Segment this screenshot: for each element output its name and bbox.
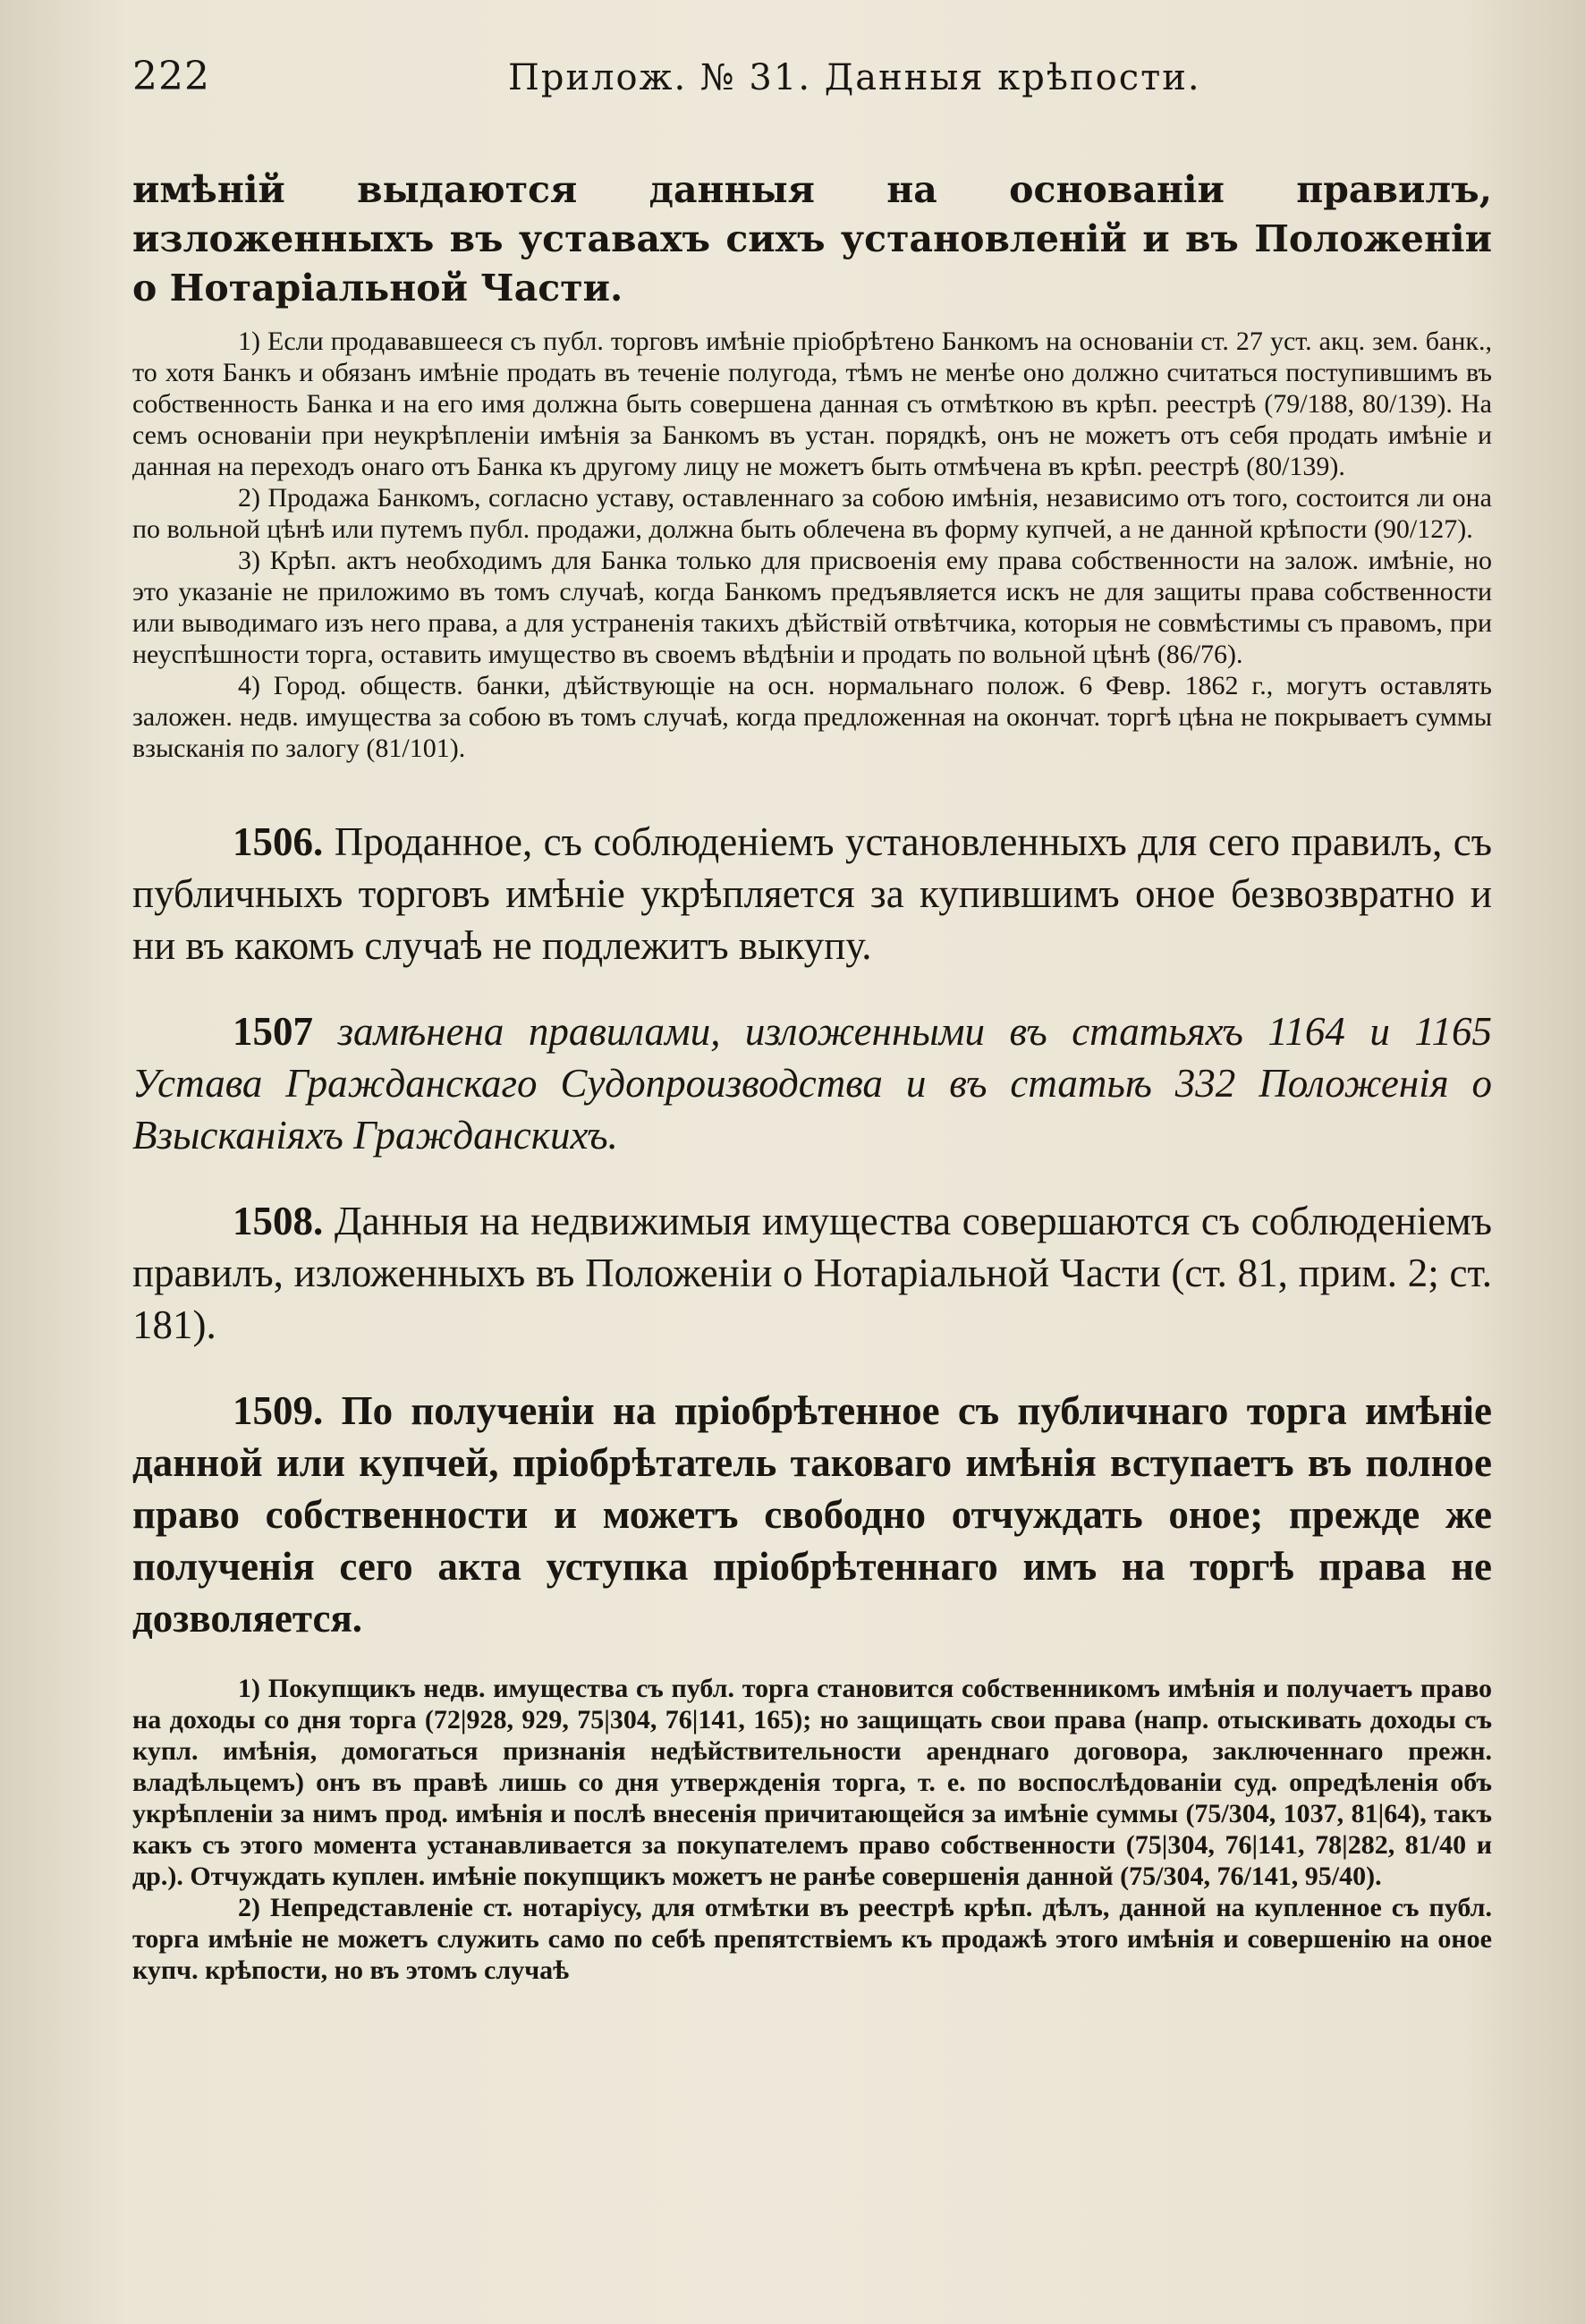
- footnote: 3) Крѣп. актъ необходимъ для Банка только для присвоенія ему права собственности на залож. имѣніе, но это указаніе не приложимо въ томъ случаѣ, когда Банкомъ предъявляется искъ не для защиты права собственности или выводимаго изъ него права, а для устраненія такихъ дѣйствій отвѣтчика, которыя не совмѣстимы съ правомъ, при неуспѣшности торга, оставить имущество въ своемъ вѣдѣніи и продать по вольной цѣнѣ (86/76).: [132, 546, 1492, 669]
- article-number: 1506.: [233, 819, 324, 864]
- footnote: 1) Если продававшееся съ публ. торговъ имѣніе пріобрѣтено Банкомъ на основаніи ст. 27 уст. акц. зем. банк., то хотя Банкъ и обязанъ имѣніе продать въ теченіе полугода, тѣмъ не менѣе оно должно считаться поступившимъ въ собственность Банка и на его имя должна быть совершена данная съ отмѣткою въ крѣп. реестрѣ (79/188, 80/139). На семъ основаніи при неукрѣпленіи имѣнія за Банкомъ въ устан. порядкѣ, онъ не можетъ отъ себя продать имѣніе и данная на переходъ онаго отъ Банка къ другому лицу не можетъ быть отмѣчена въ крѣп. реестрѣ (80/139).: [132, 327, 1492, 481]
- article-number: 1508.: [233, 1199, 324, 1243]
- article-text: По полученіи на пріобрѣтенное съ публичнаго торга имѣніе данной или купчей, пріобрѣтатель таковаго имѣнія вступаетъ въ полное право собственности и можетъ свободно отчуждать оное; прежде же полученія сего акта уступка пріобрѣтеннаго имъ на торгѣ права не дозволяется.: [132, 1388, 1493, 1641]
- footnote: 2) Непредставленіе ст. нотаріусу, для отмѣтки въ реестрѣ крѣп. дѣлъ, данной на купленное съ публ. торга имѣніе не можетъ служить само по себѣ препятствіемъ къ продажѣ этого имѣнія и совершенію на оное купч. крѣпости, но въ этомъ случаѣ: [132, 1893, 1492, 1985]
- footnote: 4) Город. обществ. банки, дѣйствующіе на осн. нормальнаго полож. 6 Февр. 1862 г., могутъ оставлять заложен. недв. имущества за собою въ томъ случаѣ, когда предложенная на окончат. торгѣ цѣна не покрываетъ суммы взысканія по залогу (81/101).: [132, 671, 1492, 763]
- page-number: 222: [132, 54, 210, 99]
- article-text: Проданное, съ соблюденіемъ установленныхъ для сего правилъ, съ публичныхъ торговъ имѣніе укрѣпляется за купившимъ оное безвозвратно и ни въ какомъ случаѣ не подлежитъ выкупу.: [132, 819, 1493, 968]
- article-1507: [132, 1005, 1492, 1161]
- article-1506: [132, 816, 1492, 971]
- footnote: 1) Покупщикъ недв. имущества съ публ. торга становится собственникомъ имѣнія и получаетъ право на доходы со дня торга (72|928, 929, 75|304, 76|141, 165); но защищать свои права (напр. отыскивать доходы съ купл. имѣнія, домогаться признанія недѣйствительности аренднаго договора, заключеннаго прежн. владѣльцемъ) онъ въ правѣ лишь со дня утвержденія торга, т. е. по воспослѣдованіи суд. опредѣленія объ укрѣпленіи за нимъ прод. имѣнія и послѣ внесенія причитающейся за имѣніе суммы (75/304, 1037, 81|64), такъ какъ съ этого момента устанавливается за покупателемъ право собственности (75|304, 76|141, 78|282, 81/40 и др.). Отчуждать куплен. имѣніе покупщикъ можетъ не ранѣе совершенія данной (75/304, 76/141, 95/40).: [132, 1674, 1492, 1891]
- footnotes-bottom: [132, 1673, 1492, 1986]
- article-number: 1509.: [233, 1388, 324, 1433]
- continuation-text: имѣній выдаются данныя на основаніи правилъ, изложенныхъ въ уставахъ сихъ установленій и въ Положеніи о Нотаріальной Части.: [132, 168, 1492, 310]
- article-number: 1507: [233, 1009, 313, 1054]
- article-1508: [132, 1195, 1492, 1351]
- footnote: 2) Продажа Банкомъ, согласно уставу, оставленнаго за собою имѣнія, независимо отъ того, состоится ли она по вольной цѣнѣ или путемъ публ. продажи, должна быть облечена въ форму купчей, а не данной крѣпости (90/127).: [132, 483, 1492, 544]
- article-text: Данныя на недвижимыя имущества совершаются съ соблюденіемъ правилъ, изложенныхъ въ Положеніи о Нотаріальной Части (ст. 81, прим. 2; ст. 181).: [132, 1199, 1493, 1347]
- footnotes-top: [132, 326, 1492, 764]
- page-header: [132, 54, 1513, 107]
- article-text: замѣнена правилами, изложенными въ статьяхъ 1164 и 1165 Устава Гражданскаго Судопроизводства и въ статьѣ 332 Положенія о Взысканіяхъ Гражданскихъ.: [132, 1009, 1492, 1158]
- page-content: [132, 165, 1492, 1986]
- article-1509: [132, 1385, 1492, 1644]
- running-title: Прилож. № 31. Данныя крѣпости.: [508, 57, 1201, 98]
